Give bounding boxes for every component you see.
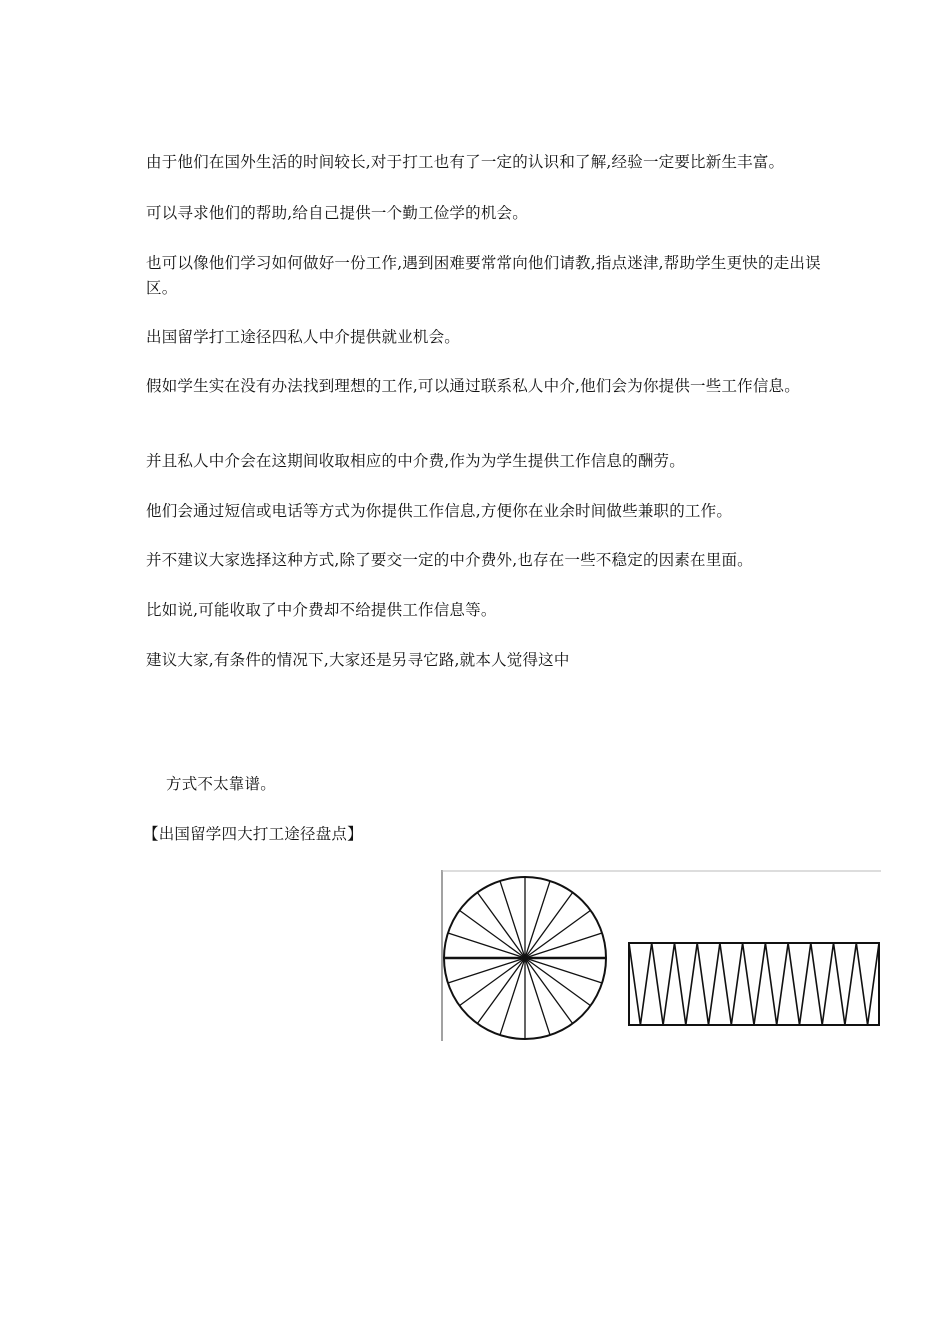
paragraph-5: 假如学生实在没有办法找到理想的工作,可以通过联系私人中介,他们会为你提供一些工作信息。 <box>146 377 800 395</box>
wheel-spoke <box>525 958 573 1024</box>
wheel-spoke <box>459 910 525 958</box>
zigzag-box-icon <box>629 943 879 1025</box>
zigzag-frame <box>629 943 879 1025</box>
zigzag-line <box>629 943 879 1025</box>
paragraph-7: 他们会通过短信或电话等方式为你提供工作信息,方便你在业余时间做些兼职的工作。 <box>146 502 733 520</box>
paragraph-3: 也可以像他们学习如何做好一份工作,遇到困难要常常向他们请教,指点迷津,帮助学生更快的走出误区。 <box>146 254 821 297</box>
wheel-spoke <box>448 958 525 983</box>
paragraph-6: 并且私人中介会在这期间收取相应的中介费,作为为学生提供工作信息的酬劳。 <box>146 452 685 470</box>
paragraph-9: 比如说,可能收取了中介费却不给提供工作信息等。 <box>146 601 497 619</box>
wheel-spoke <box>525 910 591 958</box>
wheel-spoke <box>525 892 573 958</box>
wheel-spoke <box>477 892 525 958</box>
paragraph-1: 由于他们在国外生活的时间较长,对于打工也有了一定的认识和了解,经验一定要比新生丰富。 <box>146 153 785 171</box>
wheel-spoke <box>459 958 525 1006</box>
paragraph-2: 可以寻求他们的帮助,给自己提供一个勤工俭学的机会。 <box>146 204 528 222</box>
wheel-spoke <box>525 958 550 1035</box>
spoked-wheel-icon <box>444 877 606 1039</box>
paragraph-continuation: 方式不太靠谱。 <box>166 775 276 793</box>
paragraph-4: 出国留学打工途径四私人中介提供就业机会。 <box>146 328 461 346</box>
paragraph-10: 建议大家,有条件的情况下,大家还是另寻它路,就本人觉得这中 <box>146 651 570 669</box>
paragraph-8: 并不建议大家选择这种方式,除了要交一定的中介费外,也存在一些不稳定的因素在里面。 <box>146 551 753 569</box>
wheel-spoke <box>525 933 602 958</box>
wheel-spoke <box>525 958 591 1006</box>
wheel-spoke <box>525 881 550 958</box>
wheel-spoke <box>500 881 525 958</box>
figure-svg <box>441 870 883 1042</box>
wheel-spoke <box>525 958 602 983</box>
wheel-spoke <box>500 958 525 1035</box>
section-heading: 【出国留学四大打工途径盘点】 <box>143 825 363 843</box>
figure-illustration <box>441 870 883 1046</box>
wheel-spoke <box>477 958 525 1024</box>
wheel-spoke <box>448 933 525 958</box>
